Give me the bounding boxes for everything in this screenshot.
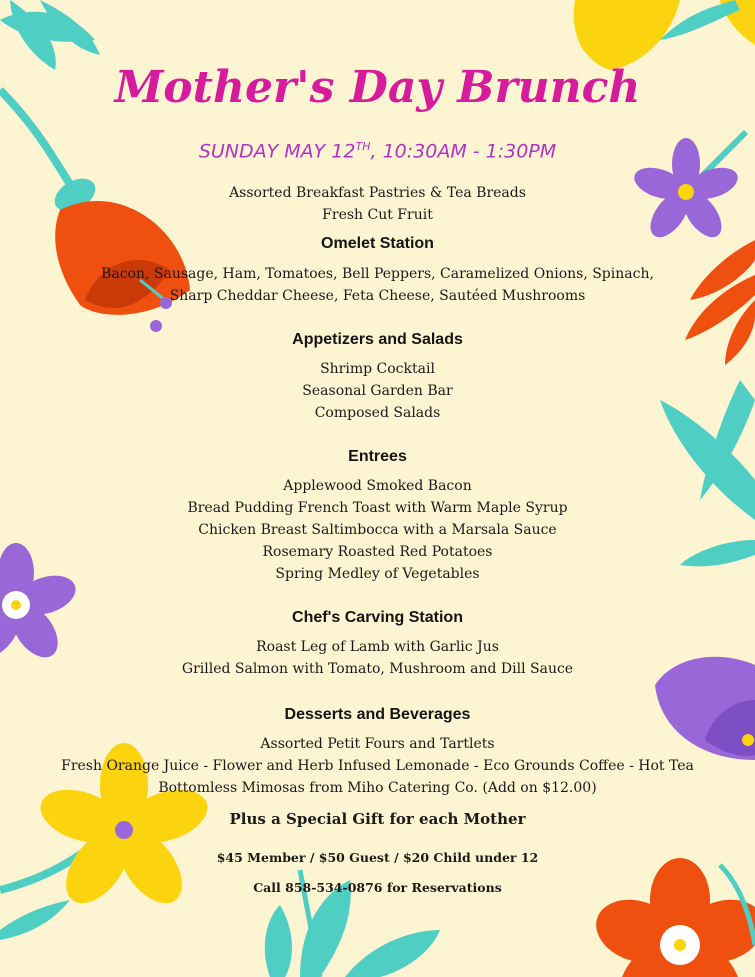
menu-item: Rosemary Roasted Red Potatoes [262, 544, 493, 560]
menu-item: Fresh Orange Juice - Flower and Herb Infused Lemonade - Eco Grounds Coffee - Hot Tea [61, 758, 694, 774]
menu-item: Chicken Breast Saltimbocca with a Marsala Sauce [198, 522, 557, 538]
special-gift-note: Plus a Special Gift for each Mother [229, 810, 526, 828]
menu-item: Spring Medley of Vegetables [275, 566, 480, 582]
date-text: SUNDAY MAY 12 [198, 140, 356, 163]
intro-item: Assorted Breakfast Pastries & Tea Breads [229, 185, 526, 201]
menu-item: Roast Leg of Lamb with Garlic Jus [256, 639, 499, 655]
page-title: Mother's Day Brunch [114, 62, 641, 113]
section-heading-carving: Chef's Carving Station [292, 609, 463, 626]
section-heading-appetizers: Appetizers and Salads [292, 331, 463, 348]
menu-item: Seasonal Garden Bar [302, 383, 453, 399]
menu-item: Sharp Cheddar Cheese, Feta Cheese, Sautéed Mushrooms [169, 288, 586, 304]
menu-item: Grilled Salmon with Tomato, Mushroom and Dill Sauce [181, 661, 574, 677]
date-suffix: TH [355, 140, 371, 153]
reservation-info: Call 858-534-0876 for Reservations [253, 880, 502, 895]
section-heading-omelet: Omelet Station [321, 235, 434, 252]
menu-item: Bread Pudding French Toast with Warm Maple Syrup [187, 500, 568, 516]
menu-item: Shrimp Cocktail [320, 361, 435, 377]
menu-item: Assorted Petit Fours and Tartlets [260, 736, 495, 752]
menu-item: Bacon, Sausage, Ham, Tomatoes, Bell Peppers, Caramelized Onions, Spinach, [101, 266, 654, 282]
section-heading-desserts: Desserts and Beverages [284, 706, 471, 723]
intro-item: Fresh Cut Fruit [322, 207, 433, 223]
pricing-info: $45 Member / $50 Guest / $20 Child under 12 [216, 850, 539, 865]
section-heading-entrees: Entrees [348, 448, 407, 465]
event-date-time [0, 140, 755, 162]
time-text: , 10:30AM - 1:30PM [370, 140, 557, 163]
menu-item: Bottomless Mimosas from Miho Catering Co. (Add on $12.00) [158, 780, 597, 796]
menu-item: Composed Salads [314, 405, 441, 421]
menu-item: Applewood Smoked Bacon [283, 478, 472, 494]
